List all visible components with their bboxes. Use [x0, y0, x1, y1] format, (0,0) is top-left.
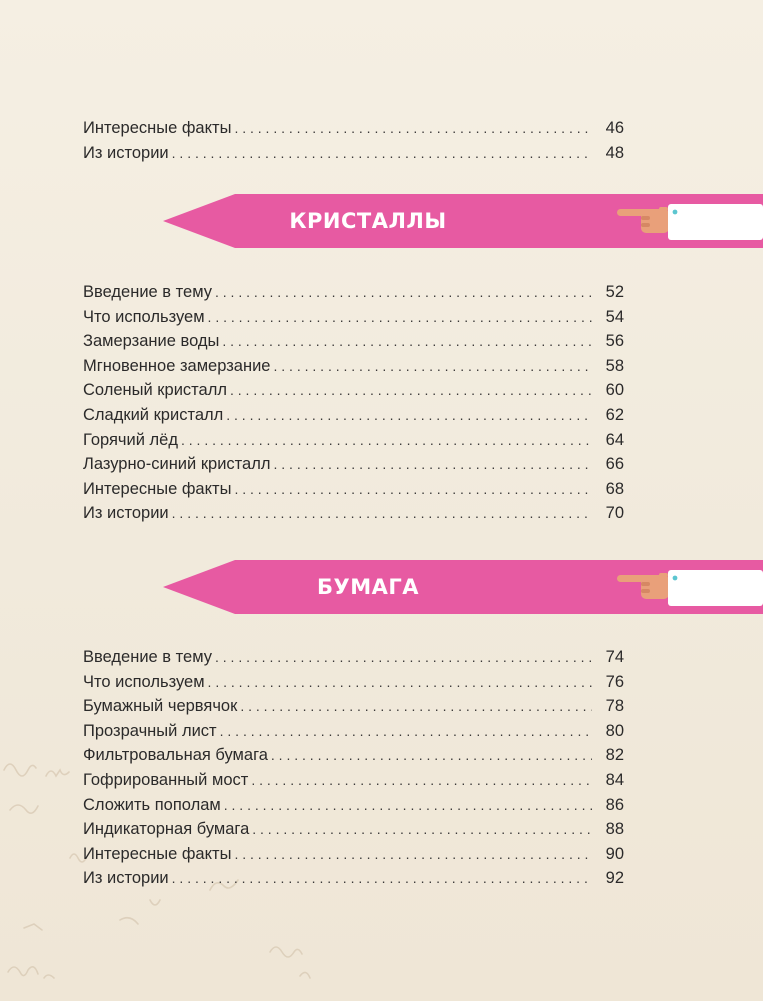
toc-dot-leader [220, 719, 592, 744]
toc-entry-page: 56 [605, 332, 624, 351]
section-banner-crystals [163, 194, 763, 248]
toc-entry-title: Интересные факты [83, 119, 232, 137]
toc-entry-page: 88 [605, 820, 624, 839]
toc-entry[interactable] [83, 501, 624, 526]
toc-entry[interactable] [83, 280, 624, 305]
toc-paper-entries [83, 645, 624, 891]
toc-entry-page: 52 [605, 283, 624, 301]
toc-entry-title: Гофрированный мост [83, 770, 249, 789]
toc-entry[interactable] [83, 428, 624, 453]
toc-crystals-entries [83, 280, 624, 526]
toc-entry-title: Мгновенное замерзание [83, 356, 271, 375]
toc-dot-leader [172, 501, 592, 526]
toc-entry[interactable] [83, 842, 624, 867]
toc-dot-leader [226, 403, 592, 428]
toc-entry-page: 74 [605, 648, 624, 666]
toc-entry[interactable] [83, 403, 624, 428]
toc-entry[interactable] [83, 719, 624, 744]
toc-entry[interactable] [83, 645, 624, 670]
toc-entry-title: Лазурно-синий кристалл [83, 455, 271, 474]
toc-entry-page: 84 [605, 770, 624, 789]
toc-dot-leader [274, 452, 593, 477]
toc-entry[interactable] [83, 378, 624, 403]
toc-entry-page: 64 [605, 430, 624, 449]
toc-top-entries [83, 116, 624, 165]
toc-entry[interactable] [83, 817, 624, 842]
section-banner-paper [163, 560, 763, 614]
toc-entry-page: 90 [605, 844, 624, 863]
toc-entry-page: 60 [605, 381, 624, 400]
toc-entry-page: 68 [605, 479, 624, 498]
toc-dot-leader [252, 817, 592, 842]
toc-entry-title: Из истории [83, 869, 169, 888]
toc-entry[interactable] [83, 329, 624, 354]
toc-entry-page: 66 [605, 455, 624, 474]
toc-entry[interactable] [83, 354, 624, 379]
toc-entry-title: Индикаторная бумага [83, 820, 250, 839]
toc-entry-page: 70 [605, 504, 624, 523]
toc-entry-title: Фильтровальная бумага [83, 746, 268, 765]
toc-entry-page: 78 [605, 697, 624, 716]
toc-entry[interactable] [83, 116, 624, 141]
toc-dot-leader [234, 477, 592, 502]
toc-dot-leader [222, 329, 592, 354]
toc-dot-leader [215, 645, 592, 670]
toc-dot-leader [251, 768, 592, 793]
toc-entry-title: Введение в тему [83, 283, 212, 301]
toc-entry[interactable] [83, 768, 624, 793]
toc-dot-leader [273, 354, 592, 379]
toc-entry[interactable] [83, 743, 624, 768]
toc-entry[interactable] [83, 452, 624, 477]
toc-entry-title: Введение в тему [83, 648, 212, 666]
toc-entry-title: Горячий лёд [83, 430, 178, 449]
toc-entry-title: Прозрачный лист [83, 721, 217, 740]
toc-dot-leader [172, 141, 592, 166]
toc-entry[interactable] [83, 694, 624, 719]
toc-entry-page: 76 [605, 672, 624, 691]
toc-entry-title: Бумажный червячок [83, 697, 238, 716]
toc-entry-page: 54 [605, 307, 624, 326]
toc-entry-title: Сложить пополам [83, 795, 221, 814]
toc-entry-title: Интересные факты [83, 844, 232, 863]
toc-entry-title: Сладкий кристалл [83, 405, 224, 424]
toc-entry[interactable] [83, 141, 624, 166]
toc-dot-leader [234, 842, 592, 867]
toc-dot-leader [224, 793, 592, 818]
toc-entry[interactable] [83, 477, 624, 502]
toc-dot-leader [215, 280, 592, 305]
toc-entry-title: Интересные факты [83, 479, 232, 498]
toc-entry-title: Что используем [83, 672, 205, 691]
toc-dot-leader [234, 116, 592, 141]
toc-dot-leader [240, 694, 592, 719]
toc-entry-title: Соленый кристалл [83, 381, 227, 400]
toc-entry[interactable] [83, 866, 624, 891]
toc-entry-page: 82 [605, 746, 624, 765]
toc-entry-page: 86 [605, 795, 624, 814]
toc-entry-page: 48 [605, 143, 624, 162]
section-title: КРИСТАЛЛЫ [289, 209, 447, 233]
toc-entry-title: Из истории [83, 504, 169, 523]
toc-dot-leader [208, 305, 592, 330]
toc-entry-title: Из истории [83, 143, 169, 162]
toc-dot-leader [271, 743, 592, 768]
toc-dot-leader [208, 670, 592, 695]
toc-entry-page: 80 [605, 721, 624, 740]
toc-entry-title: Что используем [83, 307, 205, 326]
toc-entry-page: 62 [605, 405, 624, 424]
toc-entry-page: 58 [605, 356, 624, 375]
toc-entry[interactable] [83, 305, 624, 330]
toc-dot-leader [181, 428, 592, 453]
toc-entry[interactable] [83, 670, 624, 695]
toc-entry-page: 92 [605, 869, 624, 888]
toc-entry-title: Замерзание воды [83, 332, 220, 351]
toc-entry[interactable] [83, 793, 624, 818]
toc-dot-leader [230, 378, 592, 403]
toc-dot-leader [172, 866, 592, 891]
section-title: БУМАГА [317, 575, 419, 599]
toc-entry-page: 46 [605, 119, 624, 137]
